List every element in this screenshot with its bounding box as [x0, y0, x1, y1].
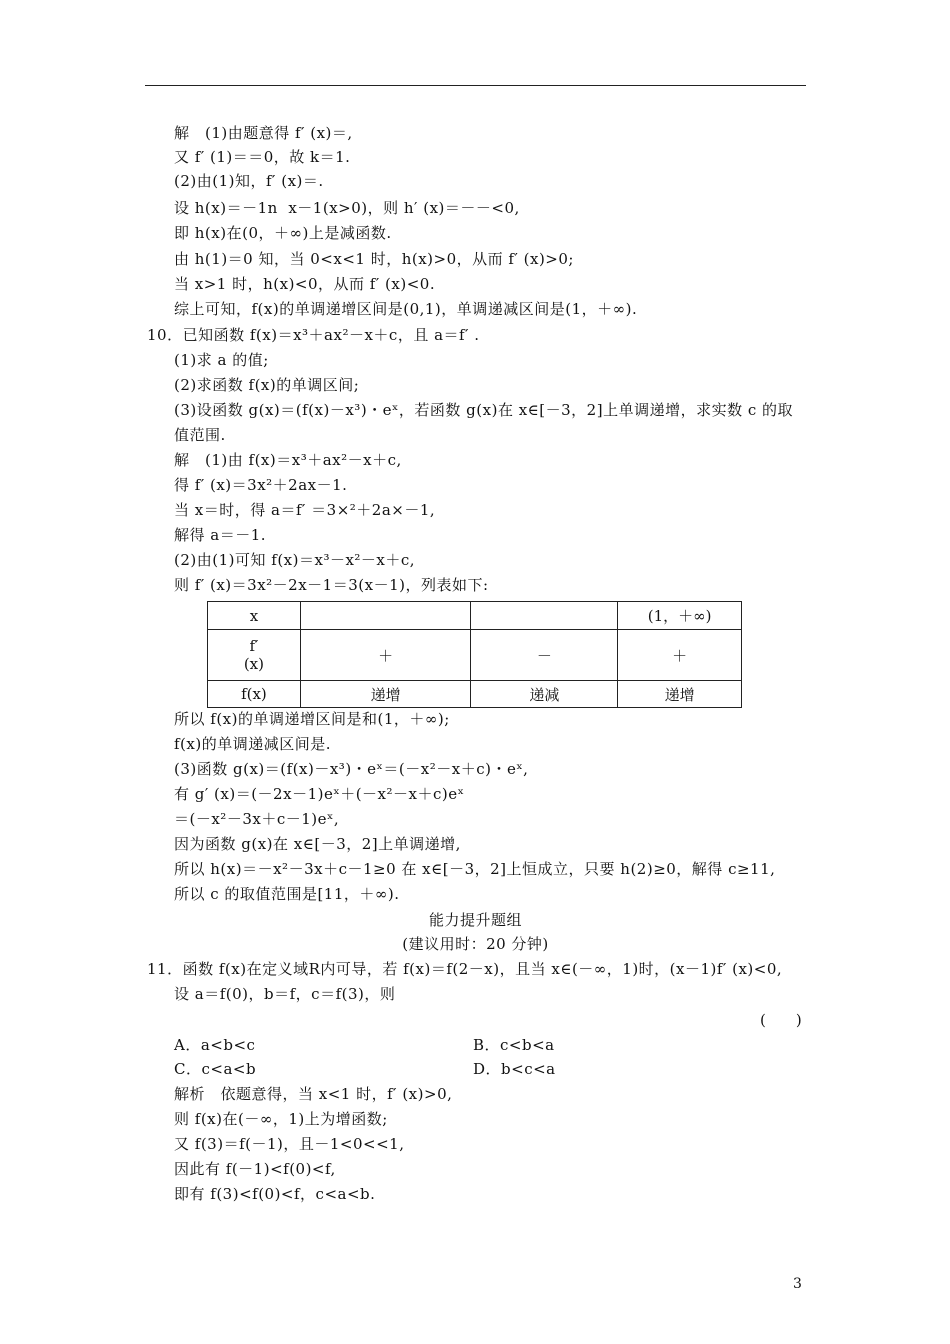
text-line: 因为函数 g(x)在 x∈[－3，2]上单调递增,: [174, 835, 461, 853]
table-cell: [300, 602, 471, 630]
section-subheading: (建议用时：20 分钟): [402, 935, 549, 953]
page-number: 3: [793, 1276, 802, 1292]
problem-10-statement: 10．已知函数 f(x)＝x³＋ax²－x＋c，且 a＝f′ .: [147, 326, 480, 344]
table-cell: ＋: [618, 630, 742, 681]
text-line: ＝(－x²－3x＋c－1)eˣ,: [174, 810, 340, 828]
option-c: C．c<a<b: [174, 1060, 257, 1078]
table-cell: 递减: [471, 681, 618, 708]
text-line: (2)由(1)知，f′ (x)＝.: [174, 172, 324, 190]
text-line: 即有 f(3)<f(0)<f，c<a<b.: [174, 1185, 376, 1203]
table-cell: 递增: [618, 681, 742, 708]
text-line: 有 g′ (x)＝(－2x－1)eˣ＋(－x²－x＋c)eˣ: [174, 785, 465, 803]
text-line: 因此有 f(－1)<f(0)<f,: [174, 1160, 336, 1178]
text-line: 综上可知，f(x)的单调递增区间是(0,1)，单调递减区间是(1，＋∞).: [174, 300, 638, 318]
text-line: 解 (1)由题意得 f′ (x)＝,: [174, 124, 353, 142]
table-cell: ＋: [300, 630, 471, 681]
section-heading: 能力提升题组: [428, 911, 522, 929]
text-line: 则 f(x)在(－∞，1)上为增函数;: [174, 1110, 388, 1128]
text-line: (2)由(1)可知 f(x)＝x³－x²－x＋c,: [174, 551, 416, 569]
text-line: 当 x>1 时，h(x)<0，从而 f′ (x)<0.: [174, 275, 436, 293]
text-line: 则 f′ (x)＝3x²－2x－1＝3(x－1)，列表如下:: [174, 576, 489, 594]
text-line: 又 f(3)＝f(－1)，且－1<0<<1,: [174, 1135, 405, 1153]
text-line: (3)函数 g(x)＝(f(x)－x³)・eˣ＝(－x²－x＋c)・eˣ,: [174, 760, 529, 778]
table-cell: [208, 630, 301, 681]
text-line: 所以 h(x)＝－x²－3x＋c－1≥0 在 x∈[－3，2]上恒成立，只要 h(2)≥0，解得 c≥11,: [174, 860, 776, 878]
sign-table: [207, 601, 742, 708]
table-cell: x: [208, 602, 301, 630]
text-line: 即 h(x)在(0，＋∞)上是减函数.: [174, 224, 392, 242]
text-line: 得 f′ (x)＝3x²＋2ax－1.: [174, 476, 348, 494]
text-line: 当 x＝时，得 a＝f′ ＝3×²＋2a×－1,: [174, 501, 436, 519]
text-line: 解得 a＝－1.: [174, 526, 267, 544]
text-line: (1)求 a 的值;: [174, 351, 269, 369]
option-b: B．c<b<a: [473, 1036, 555, 1054]
table-cell: [471, 602, 618, 630]
text-line: 所以 f(x)的单调递增区间是和(1，＋∞);: [174, 710, 450, 728]
text-line: (2)求函数 f(x)的单调区间;: [174, 376, 360, 394]
header-rule: [145, 85, 806, 86]
text-line: 解 (1)由 f(x)＝x³＋ax²－x＋c,: [174, 451, 402, 469]
text-line: 解析 依题意得，当 x<1 时，f′ (x)>0,: [174, 1085, 453, 1103]
text-line: 设 a＝f(0)，b＝f，c＝f(3)，则: [174, 985, 396, 1003]
table-cell: －: [471, 630, 618, 681]
text-line: 值范围.: [174, 426, 226, 444]
text-line: (3)设函数 g(x)＝(f(x)－x³)・eˣ，若函数 g(x)在 x∈[－3，2]上单调递增，求实数 c 的取: [174, 401, 794, 419]
text-line: f(x)的单调递减区间是.: [174, 735, 331, 753]
text-line: 设 h(x)＝－1n x－1(x>0)，则 h′ (x)＝－－<0,: [174, 199, 520, 217]
answer-blank: ( ): [760, 1011, 802, 1029]
fprime-label-arg: (x): [243, 655, 264, 673]
fprime-label: f′: [249, 637, 259, 655]
text-line: 又 f′ (1)＝＝0，故 k＝1.: [174, 148, 351, 166]
table-cell: (1，＋∞): [618, 602, 742, 630]
option-a: A．a<b<c: [174, 1036, 256, 1054]
option-d: D．b<c<a: [473, 1060, 556, 1078]
problem-11-statement: 11．函数 f(x)在定义域R内可导，若 f(x)＝f(2－x)，且当 x∈(－∞，1)时，(x－1)f′ (x)<0,: [147, 960, 783, 978]
table-cell: f(x): [208, 681, 301, 708]
text-line: 由 h(1)＝0 知，当 0<x<1 时，h(x)>0，从而 f′ (x)>0;: [174, 250, 574, 268]
table-cell: 递增: [300, 681, 471, 708]
text-line: 所以 c 的取值范围是[11，＋∞).: [174, 885, 400, 903]
